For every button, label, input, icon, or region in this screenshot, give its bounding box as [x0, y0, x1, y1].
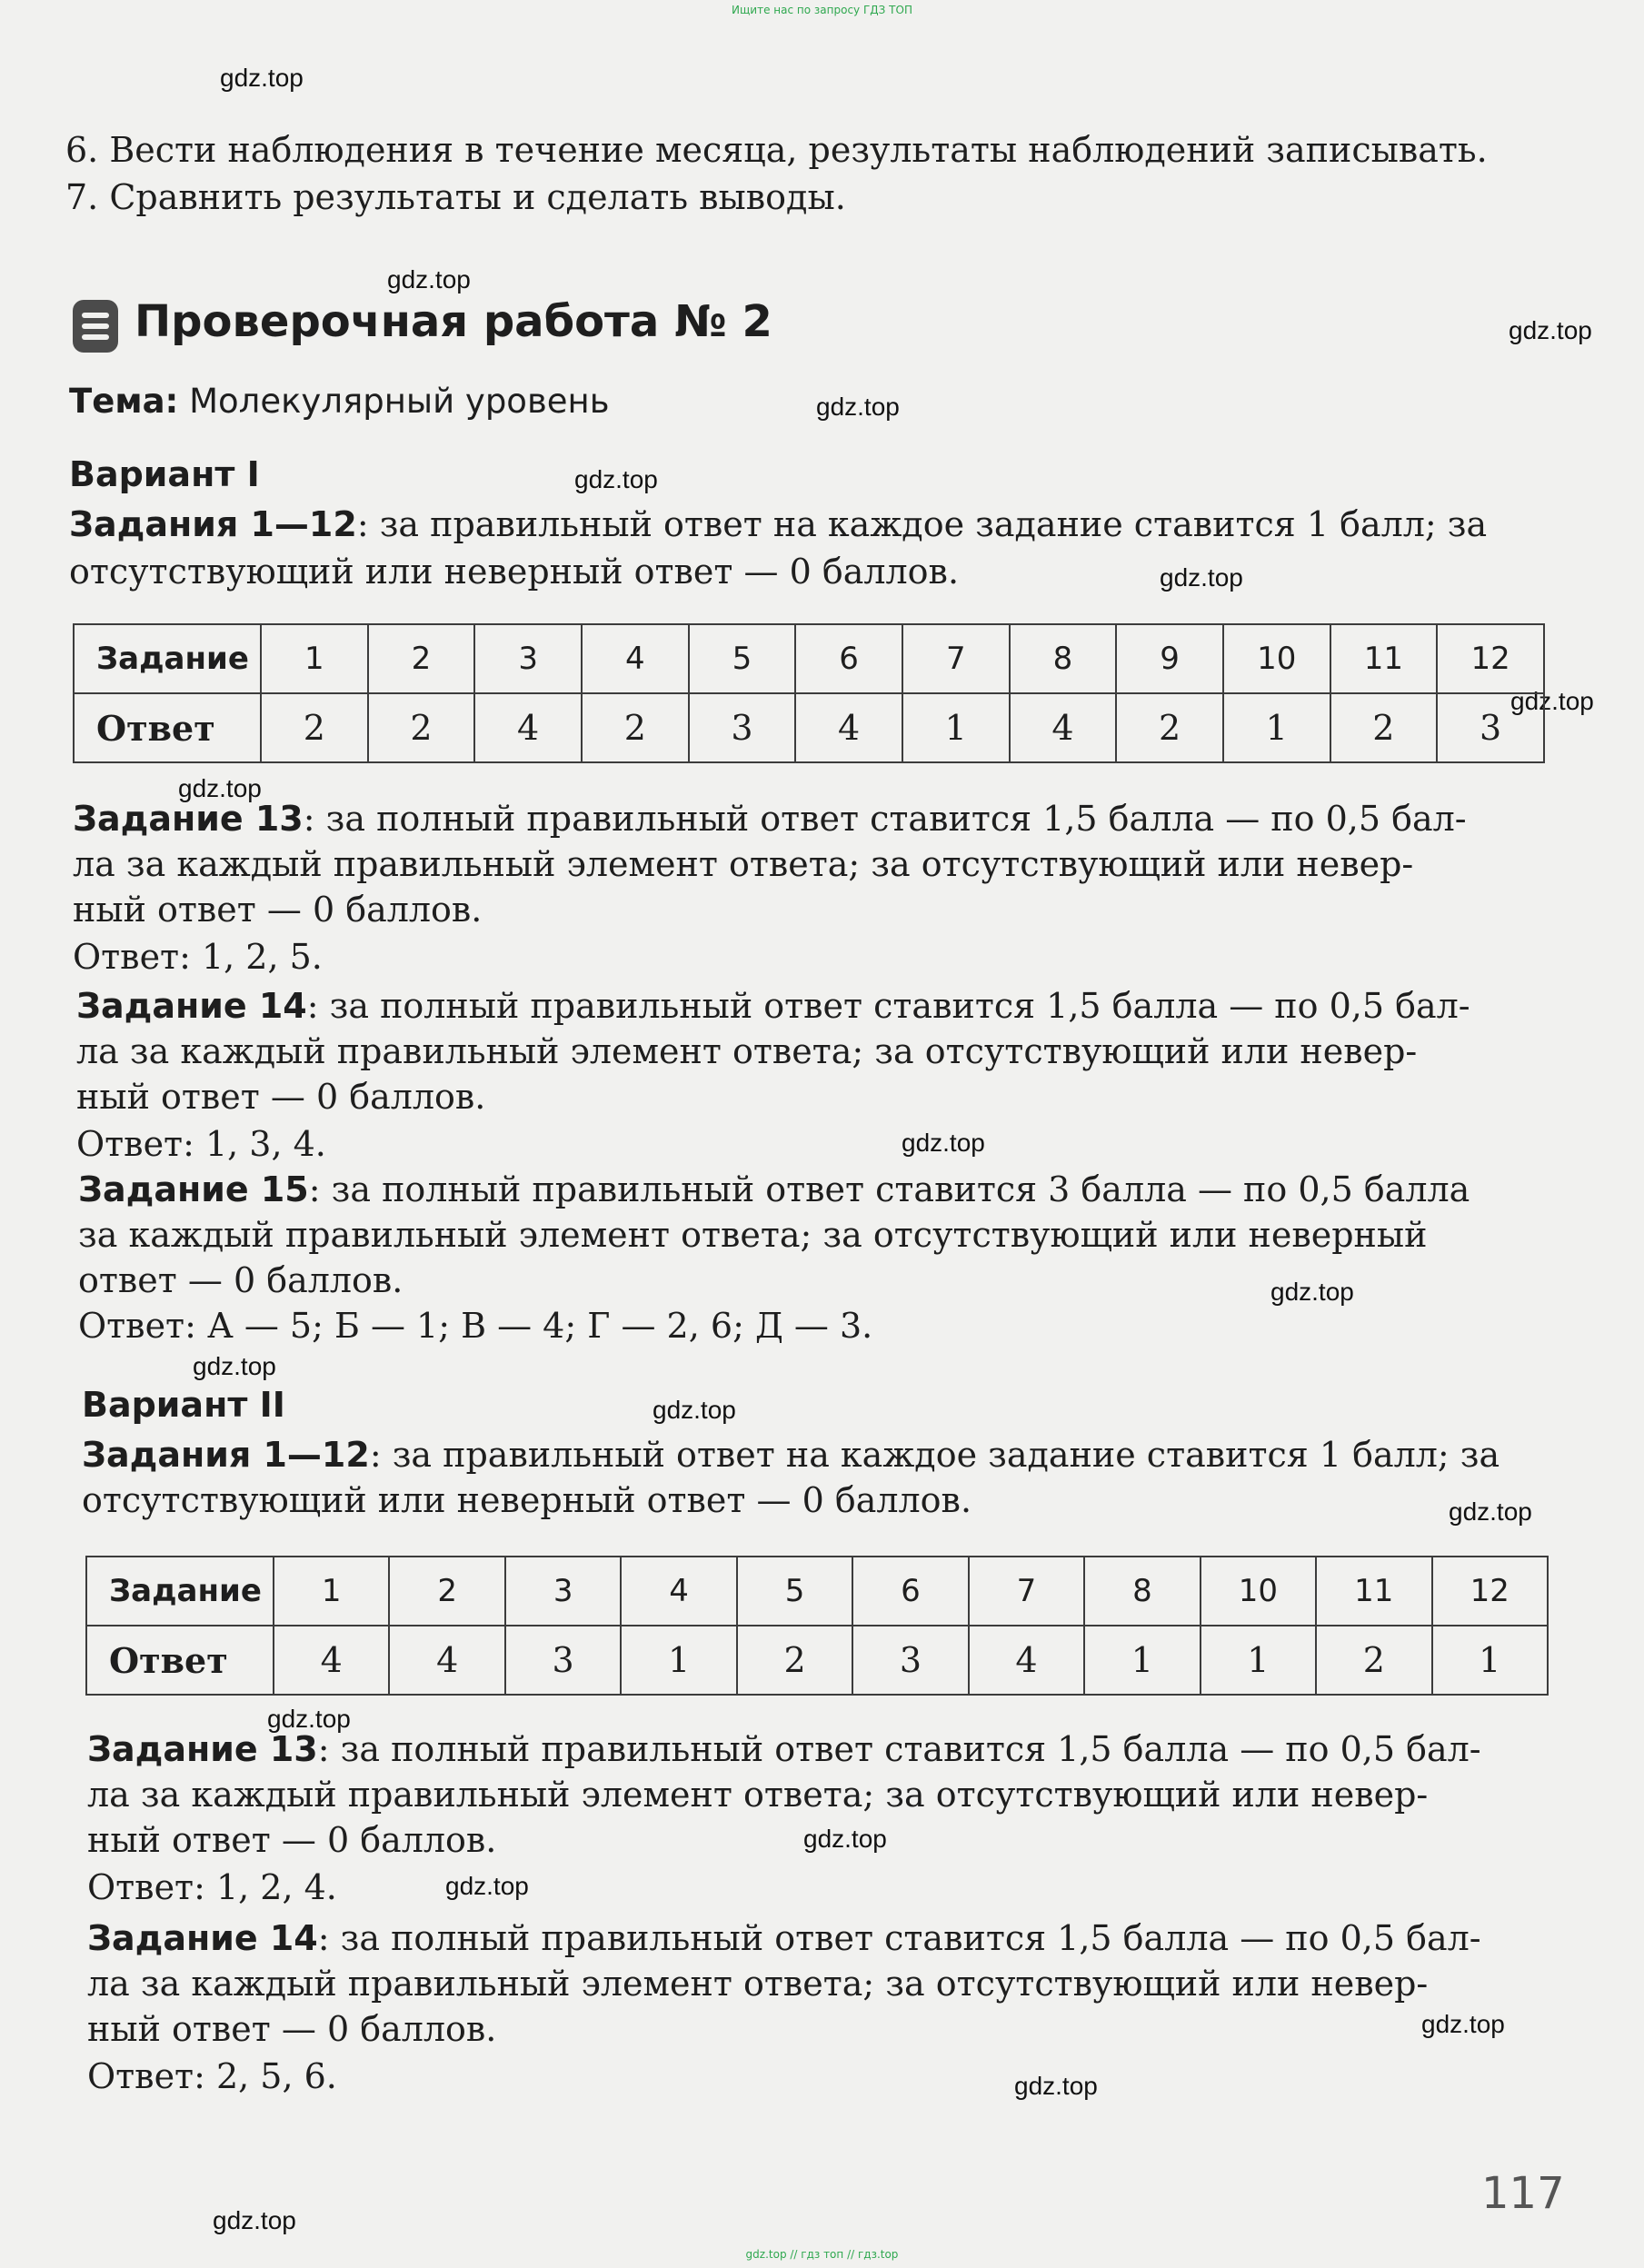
variant-2-title: Вариант II — [82, 1385, 285, 1425]
v2-task13-line1 — [87, 1726, 1481, 1772]
watermark: gdz.top — [816, 393, 900, 421]
answer-cell: 1 — [1432, 1626, 1548, 1695]
answer-cell: 1 — [621, 1626, 736, 1695]
task-number: 9 — [1116, 624, 1223, 693]
answer-cell: 4 — [474, 693, 582, 762]
v1-task15-text: : за полный правильный ответ ставится 3 балла — по 0,5 балла — [308, 1169, 1470, 1209]
watermark: gdz.top — [267, 1705, 351, 1733]
watermark: gdz.top — [803, 1825, 887, 1853]
answer-cell: 1 — [902, 693, 1010, 762]
table-answer-row — [86, 1626, 1548, 1695]
v2-task13-line3: ный ответ — 0 баллов. — [87, 1820, 497, 1860]
answer-cell: 1 — [1201, 1626, 1316, 1695]
topic — [69, 382, 610, 421]
v1-task15-line3: ответ — 0 баллов. — [78, 1260, 404, 1300]
v1-task13-line1 — [73, 796, 1467, 841]
v1-task15-line1 — [78, 1167, 1470, 1212]
page-number: 117 — [1481, 2168, 1565, 2219]
task-number: 4 — [621, 1557, 736, 1626]
v2-tasks-1-12-line2: отсутствующий или неверный ответ — 0 баллов. — [82, 1480, 972, 1520]
answer-cell: 3 — [852, 1626, 968, 1695]
task-number: 1 — [261, 624, 368, 693]
answer-cell: 2 — [261, 693, 368, 762]
v1-task13-answer: Ответ: 1, 2, 5. — [73, 937, 323, 977]
task-number: 3 — [474, 624, 582, 693]
table-header-row — [74, 624, 1544, 693]
task-number: 5 — [737, 1557, 852, 1626]
page-title: Проверочная работа № 2 — [135, 296, 772, 347]
task-number: 12 — [1432, 1557, 1548, 1626]
v2-task14-label: Задание 14 — [87, 1918, 318, 1958]
v2-tasks-text: : за правильный ответ на каждое задание ставится 1 балл; за — [369, 1435, 1500, 1475]
v2-task14-answer: Ответ: 2, 5, 6. — [87, 2056, 337, 2096]
v1-task13-line3: ный ответ — 0 баллов. — [73, 890, 483, 930]
step-6: 6. Вести наблюдения в течение месяца, результаты наблюдений записывать. — [65, 130, 1488, 170]
v1-task15-label: Задание 15 — [78, 1169, 309, 1209]
watermark: gdz.top — [213, 2206, 296, 2234]
task-number: 2 — [368, 624, 475, 693]
task-number: 7 — [902, 624, 1010, 693]
answer-cell: 4 — [1010, 693, 1117, 762]
watermark: gdz.top — [1510, 687, 1594, 715]
v2-task13-answer: Ответ: 1, 2, 4. — [87, 1867, 337, 1907]
row-label-task: Задание — [74, 624, 261, 693]
v2-task13-text: : за полный правильный ответ ставится 1,5 балла — по 0,5 бал- — [317, 1729, 1481, 1769]
v2-tasks-label: Задания 1—12 — [82, 1435, 370, 1475]
task-number: 6 — [795, 624, 902, 693]
watermark: gdz.top — [445, 1872, 529, 1900]
section-icon — [73, 300, 118, 353]
task-number: 3 — [505, 1557, 621, 1626]
task-number: 5 — [689, 624, 796, 693]
answer-cell: 2 — [1330, 693, 1438, 762]
answer-cell: 2 — [737, 1626, 852, 1695]
task-number: 12 — [1437, 624, 1544, 693]
watermark: gdz.top — [193, 1352, 276, 1380]
watermark: gdz.top — [653, 1396, 736, 1424]
v1-task14-label: Задание 14 — [76, 986, 307, 1026]
task-number: 8 — [1084, 1557, 1200, 1626]
answer-cell: 4 — [795, 693, 902, 762]
topic-text: Молекулярный уровень — [178, 382, 610, 421]
task-number: 10 — [1223, 624, 1330, 693]
watermark: gdz.top — [1160, 563, 1243, 592]
v1-tasks-1-12-line1 — [69, 502, 1487, 547]
task-number: 2 — [389, 1557, 504, 1626]
answer-cell: 3 — [505, 1626, 621, 1695]
watermark: gdz.top — [1421, 2010, 1505, 2038]
v1-tasks-label: Задания 1—12 — [69, 504, 357, 544]
watermark: gdz.top — [1509, 316, 1592, 344]
table-header-row — [86, 1557, 1548, 1626]
topic-label: Тема: — [69, 382, 179, 421]
v1-tasks-text: : за правильный ответ на каждое задание ставится 1 балл; за — [356, 504, 1488, 544]
answer-cell: 4 — [969, 1626, 1084, 1695]
v1-tasks-1-12-line2: отсутствующий или неверный ответ — 0 баллов. — [69, 552, 960, 592]
watermark: gdz.top — [1014, 2072, 1098, 2100]
watermark: gdz.top — [1449, 1497, 1532, 1526]
v2-tasks-1-12-line1 — [82, 1432, 1500, 1477]
v1-task15-line2: за каждый правильный элемент ответа; за отсутствующий или неверный — [78, 1215, 1428, 1255]
answer-cell: 2 — [1116, 693, 1223, 762]
v1-task13-line2: ла за каждый правильный элемент ответа; за отсутствующий или невер- — [73, 844, 1414, 884]
row-label-answer: Ответ — [86, 1626, 274, 1695]
v1-task13-text: : за полный правильный ответ ставится 1,5 балла — по 0,5 бал- — [303, 799, 1467, 839]
v2-task13-line2: ла за каждый правильный элемент ответа; за отсутствующий или невер- — [87, 1775, 1429, 1815]
footer-links: gdz.top // гдз топ // гдз.top — [745, 2248, 899, 2261]
v2-task14-text: : за полный правильный ответ ставится 1,5 балла — по 0,5 бал- — [317, 1918, 1481, 1958]
v1-task14-answer: Ответ: 1, 3, 4. — [76, 1124, 326, 1164]
top-banner: Ищите нас по запросу ГДЗ ТОП — [732, 4, 912, 16]
task-number: 8 — [1010, 624, 1117, 693]
watermark: gdz.top — [220, 64, 304, 92]
row-label-answer: Ответ — [74, 693, 261, 762]
answer-cell: 2 — [582, 693, 689, 762]
answer-cell: 3 — [689, 693, 796, 762]
v1-task13-label: Задание 13 — [73, 799, 304, 839]
watermark: gdz.top — [178, 774, 262, 802]
answer-cell: 1 — [1223, 693, 1330, 762]
v1-task14-text: : за полный правильный ответ ставится 1,5 балла — по 0,5 бал- — [306, 986, 1470, 1026]
v2-task14-line2: ла за каждый правильный элемент ответа; за отсутствующий или невер- — [87, 1964, 1429, 2004]
task-number: 1 — [274, 1557, 389, 1626]
table-answer-row — [74, 693, 1544, 762]
answer-cell: 2 — [1316, 1626, 1431, 1695]
answer-cell: 4 — [274, 1626, 389, 1695]
watermark: gdz.top — [1270, 1278, 1354, 1306]
v2-answer-table — [85, 1556, 1549, 1696]
answer-cell: 1 — [1084, 1626, 1200, 1695]
answer-cell: 4 — [389, 1626, 504, 1695]
task-number: 7 — [969, 1557, 1084, 1626]
v2-task14-line1 — [87, 1915, 1481, 1961]
v1-answer-table — [73, 623, 1545, 763]
row-label-task: Задание — [86, 1557, 274, 1626]
v1-task15-answer: Ответ: А — 5; Б — 1; В — 4; Г — 2, 6; Д — 3. — [78, 1306, 873, 1346]
watermark: gdz.top — [387, 265, 471, 293]
task-number: 11 — [1330, 624, 1438, 693]
answer-cell: 3 — [1437, 693, 1544, 762]
watermark: gdz.top — [574, 465, 658, 493]
v1-task14-line3: ный ответ — 0 баллов. — [76, 1077, 486, 1117]
variant-1-title: Вариант I — [69, 454, 260, 494]
answer-cell: 2 — [368, 693, 475, 762]
v2-task14-line3: ный ответ — 0 баллов. — [87, 2009, 497, 2049]
task-number: 6 — [852, 1557, 968, 1626]
task-number: 10 — [1201, 1557, 1316, 1626]
v1-task14-line2: ла за каждый правильный элемент ответа; за отсутствующий или невер- — [76, 1031, 1418, 1071]
task-number: 4 — [582, 624, 689, 693]
step-7: 7. Сравнить результаты и сделать выводы. — [65, 177, 846, 217]
v1-task14-line1 — [76, 983, 1470, 1029]
task-number: 11 — [1316, 1557, 1431, 1626]
v2-task13-label: Задание 13 — [87, 1729, 318, 1769]
watermark: gdz.top — [902, 1129, 985, 1157]
